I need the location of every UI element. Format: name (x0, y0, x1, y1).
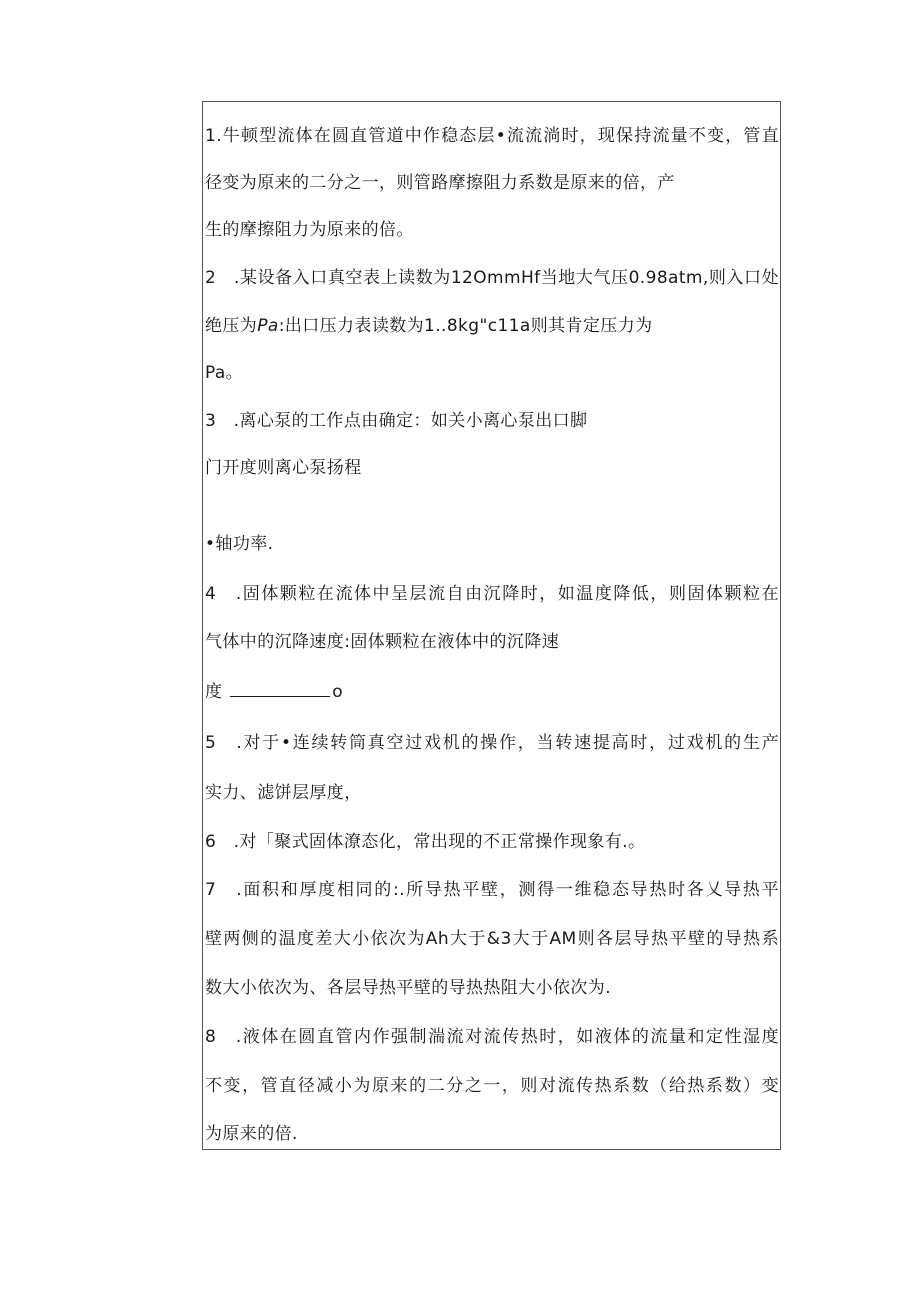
answer-blank (230, 680, 330, 697)
q5-line2: 实力、滤饼层厚度， (205, 783, 362, 803)
q7-line2: 壁两侧的温度差大小依次为Ah大于&3大于AM则各层导热平壁的导热系 (205, 929, 779, 949)
q7-line3: 数大小依次为、各层导热平壁的导热热阻大小依次为. (205, 978, 612, 998)
q1-line3: 生的摩擦阻力为原来的倍。 (205, 220, 414, 240)
q2-line3: Pa。 (205, 363, 244, 383)
q7-line1: 7 .面积和厚度相同的:.所导热平壁，测得一维稳态导热时各乂导热平 (205, 880, 779, 900)
q4-line2: 气体中的沉降速度:固体颗粒在液体中的沉降速 (205, 632, 560, 652)
q8-line2: 不变，管直径减小为原来的二分之一，则对流传热系数（给热系数）变 (205, 1076, 779, 1096)
q3-line1: 3 .离心泵的工作点由确定：如关小离心泵出口脚 (205, 411, 588, 431)
q2-line2-prefix: 绝压为 (205, 316, 258, 336)
q5-line1: 5 .对于•连续转筒真空过戏机的操作，当转速提高时，过戏机的生产 (205, 733, 779, 753)
q8-line1: 8 .液体在圆直管内作强制湍流对流传热时，如液体的流量和定性湿度 (205, 1027, 779, 1047)
q2-line2-suffix: :出口压力表读数为1..8kg"c11a则其肯定压力为 (278, 316, 653, 336)
q4-line1: 4 .固体颗粒在流体中呈层流自由沉降时，如温度降低，则固体颗粒在 (205, 584, 779, 604)
q3-line2: 门开度则离心泵扬程 (205, 458, 362, 478)
q6-line1: 6 .对「聚式固体潦态化，常出现的不正常操作现象有.。 (205, 832, 646, 852)
q2-line1: 2 .某设备入口真空表上读数为12OmmHf当地大气压0.98atm,则入口处 (205, 268, 779, 288)
q3-line3: •轴功率. (205, 534, 274, 554)
q2-pa-unit: Pa (257, 316, 279, 336)
q1-line2: 径变为原来的二分之一，则管路摩擦阻力系数是原来的倍，产 (205, 173, 675, 193)
q4-line3 (205, 680, 343, 704)
q4-line3-prefix: 度 (205, 682, 223, 702)
q4-line3-suffix: o (332, 682, 344, 702)
q1-line1: 1.牛顿型流体在圆直管道中作稳态层•流流淌时，现保持流量不变，管直 (205, 126, 779, 146)
q2-line2 (205, 314, 653, 338)
q8-line3: 为原来的倍. (205, 1124, 298, 1144)
